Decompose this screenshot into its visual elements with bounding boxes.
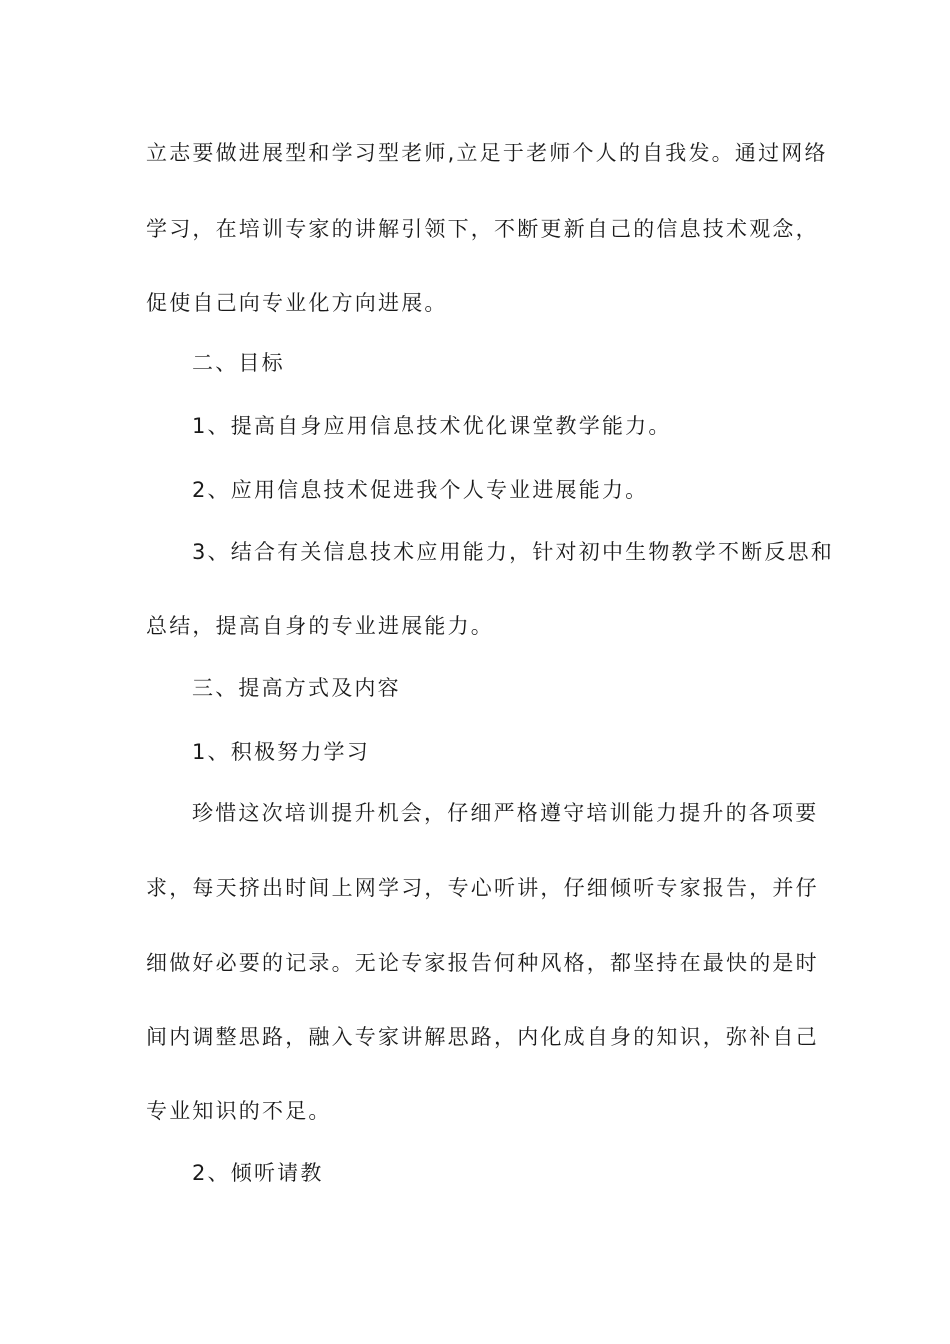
section-heading: 二、目标 bbox=[192, 351, 285, 375]
paragraph-line: 求，每天挤出时间上网学习，专心听讲，仔细倾听专家报告，并仔 bbox=[146, 876, 819, 900]
paragraph-line: 细做好必要的记录。无论专家报告何种风格，都坚持在最快的是时 bbox=[146, 951, 819, 975]
section-heading: 三、提高方式及内容 bbox=[192, 676, 401, 700]
paragraph-line: 专业知识的不足。 bbox=[146, 1099, 332, 1123]
paragraph-line: 总结，提高自身的专业进展能力。 bbox=[146, 614, 494, 638]
paragraph-line: 学习，在培训专家的讲解引领下，不断更新自己的信息技术观念， bbox=[146, 217, 819, 241]
subsection-heading: 2、倾听请教 bbox=[192, 1161, 324, 1185]
paragraph-line: 珍惜这次培训提升机会，仔细严格遵守培训能力提升的各项要 bbox=[192, 801, 819, 825]
paragraph-line: 促使自己向专业化方向进展。 bbox=[146, 291, 448, 315]
paragraph-line: 间内调整思路，融入专家讲解思路，内化成自身的知识，弥补自己 bbox=[146, 1025, 819, 1049]
paragraph-line: 立志要做进展型和学习型老师,立足于老师个人的自我发。通过网络 bbox=[146, 141, 828, 165]
list-item: 2、应用信息技术促进我个人专业进展能力。 bbox=[192, 478, 649, 502]
list-item: 3、结合有关信息技术应用能力，针对初中生物教学不断反思和 bbox=[192, 540, 834, 564]
list-item: 1、提高自身应用信息技术优化课堂教学能力。 bbox=[192, 414, 672, 438]
subsection-heading: 1、积极努力学习 bbox=[192, 740, 370, 764]
